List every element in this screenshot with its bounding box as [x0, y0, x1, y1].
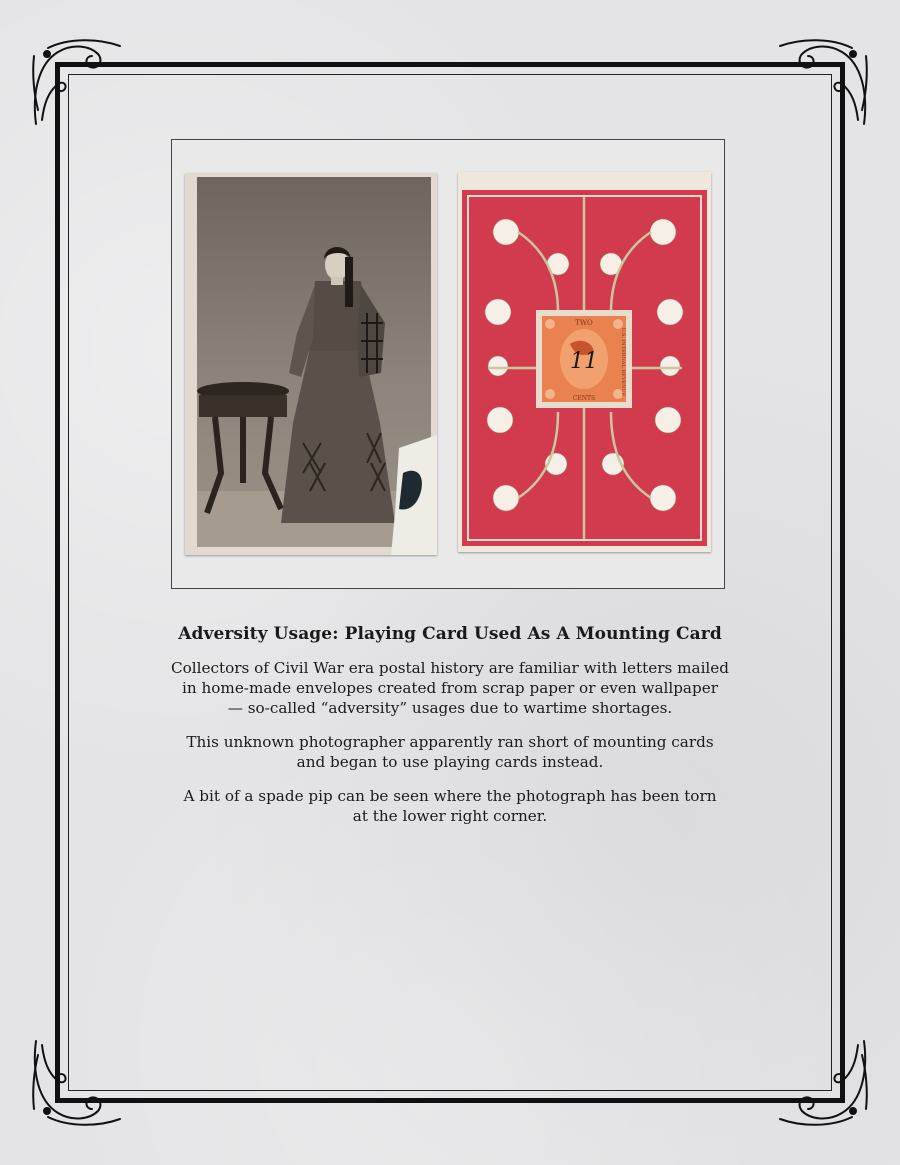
corner-flourish-top-right [777, 34, 872, 129]
text-line: in home-made envelopes created from scrap paper or even wallpaper [182, 679, 718, 697]
paragraph-photographer [100, 732, 800, 772]
corner-flourish-bottom-right [777, 1036, 872, 1131]
corner-flourish-top-left [28, 34, 123, 129]
paragraph-adversity [100, 658, 800, 718]
text-line: A bit of a spade pip can be seen where the photograph has been torn [183, 787, 717, 805]
text-line: Collectors of Civil War era postal history are familiar with letters mailed [171, 659, 729, 677]
page-heading: Adversity Usage: Playing Card Used As A Mounting Card [178, 624, 722, 644]
stamp-text-side: U.S. INTERNAL REVENUE [620, 327, 626, 397]
text-line: — so-called “adversity” usages due to wartime shortages. [227, 699, 673, 717]
paragraph-spade-pip [100, 786, 800, 826]
text-line: at the lower right corner. [352, 807, 548, 825]
text-line: and began to use playing cards instead. [296, 753, 604, 771]
playing-card-back [458, 172, 711, 552]
cdv-front-photo [185, 173, 437, 555]
text-line: This unknown photographer apparently ran short of mounting cards [186, 733, 714, 751]
stamp-text-bottom: CENTS [572, 395, 596, 402]
corner-flourish-bottom-left [28, 1036, 123, 1131]
stamp-text-top: TWO [575, 319, 593, 327]
caption-block [100, 624, 800, 840]
stamp-cancel-mark: 11 [570, 349, 598, 374]
